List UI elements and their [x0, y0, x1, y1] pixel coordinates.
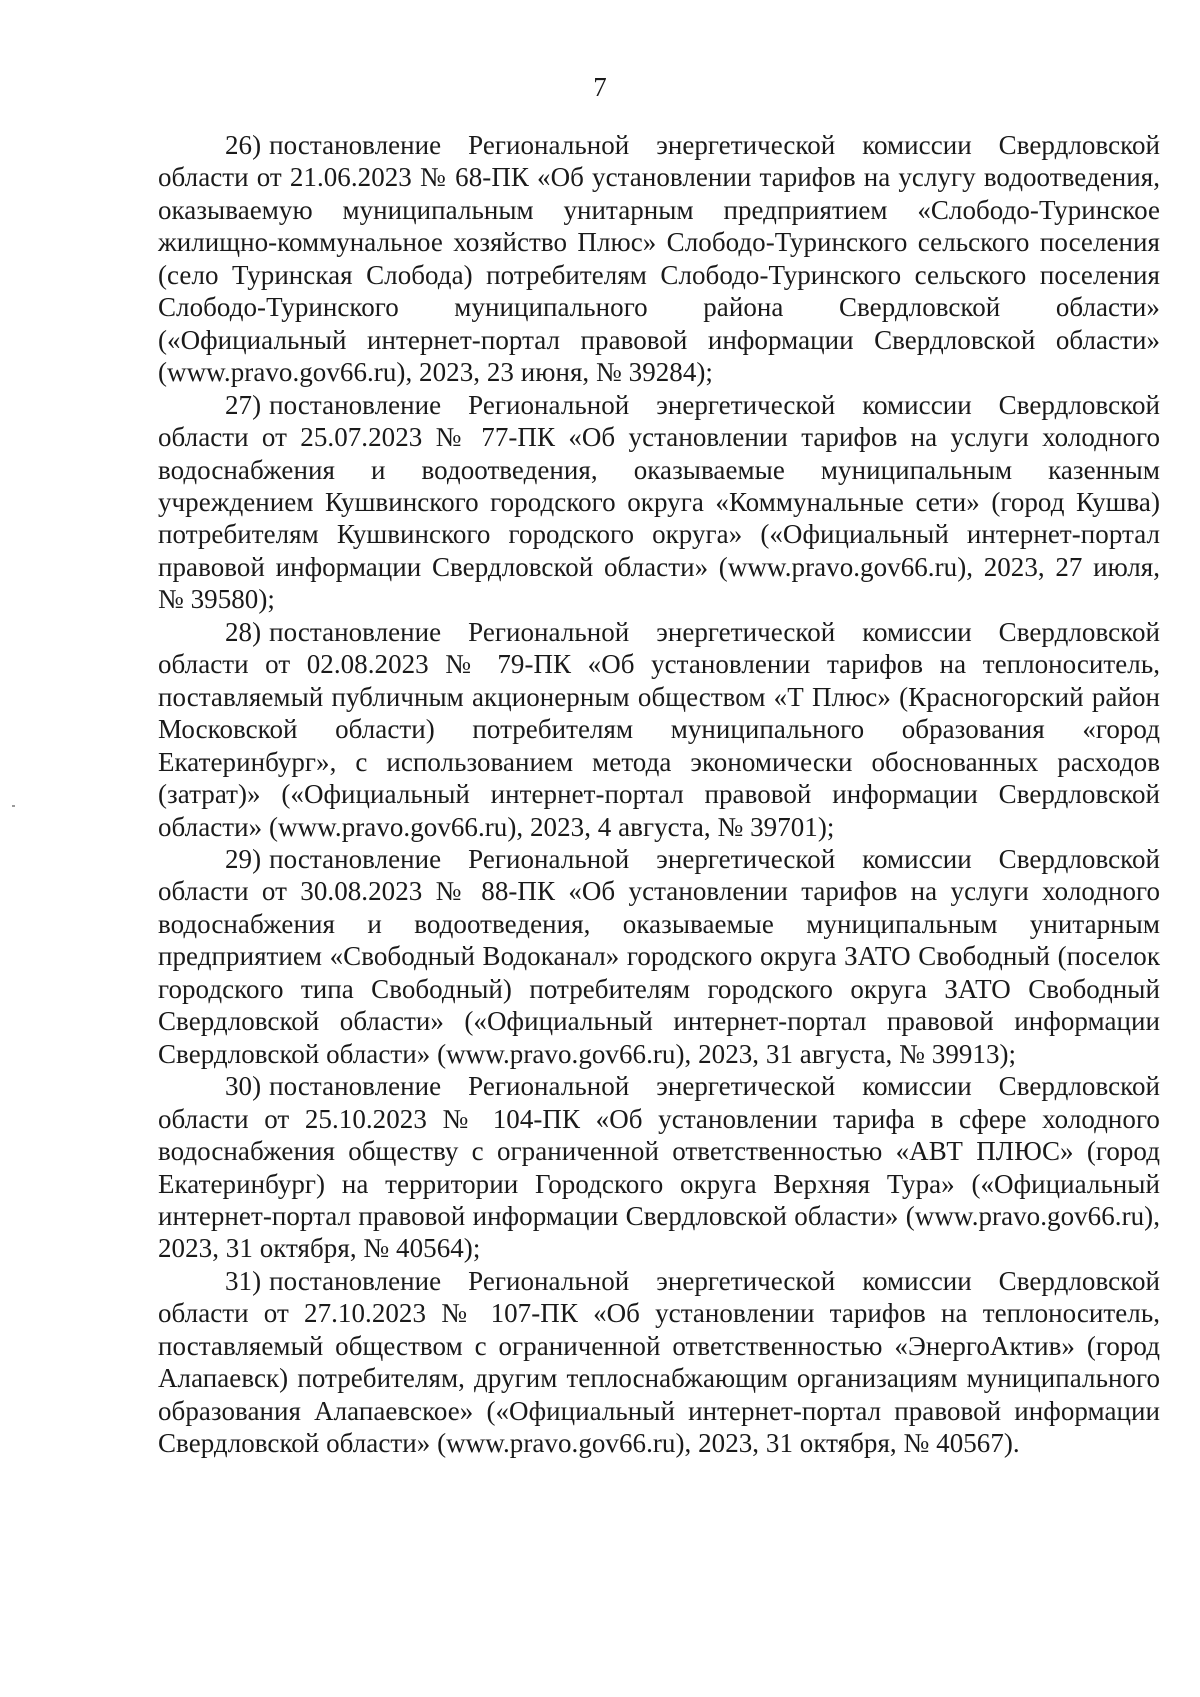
item-number: 27): [225, 389, 262, 420]
item-text: постановление Региональной энергетической комиссии Свердловской области от 25.10.2023 № 104-ПК «Об установлении тарифа в сфере холодного водоснабжения обществу с ограниченной ответственностью «АВТ ПЛЮС» (город Екатеринбург) на территории Городского округа Верхняя Тура» («Официальный интернет-портал правовой информации Свердловской области» (www.pravo.gov66.ru), 2023, 31 октября, № 40564);: [158, 1071, 1160, 1264]
list-item: [158, 616, 1160, 843]
item-number: 31): [225, 1265, 262, 1296]
item-number: 28): [225, 616, 262, 647]
item-number: 30): [225, 1071, 262, 1102]
list-item: [158, 1265, 1160, 1460]
item-number: 29): [225, 843, 262, 874]
list-item: [158, 129, 1160, 389]
list-item: [158, 843, 1160, 1070]
item-number: 26): [225, 130, 262, 160]
scan-speck: [12, 805, 15, 807]
page-number: 7: [593, 72, 607, 102]
item-text: постановление Региональной энергетической комиссии Свердловской области от 27.10.2023 № 107-ПК «Об установлении тарифов на теплоноситель, поставляемый обществом с ограниченной ответственностью «ЭнергоАктив» (город Алапаевск) потребителям, другим теплоснабжающим организациям муниципального образования Алапаевское» («Официальный интернет-портал правовой информации Свердловской области» (www.pravo.gov66.ru), 2023, 31 октября, № 40567).: [158, 1265, 1160, 1459]
document-body: [158, 129, 1160, 1460]
item-text: постановление Региональной энергетической комиссии Свердловской области от 25.07.2023 № 77-ПК «Об установлении тарифов на услуги холодного водоснабжения и водоотведения, оказываемые муниципальным казенным учреждением Кушвинского городского округа «Коммунальные сети» (город Кушва) потребителям Кушвинского городского округа» («Официальный интернет-портал правовой информации Свердловской области» (www.pravo.gov66.ru), 2023, 27 июля, № 39580);: [158, 389, 1160, 615]
list-item: [158, 1070, 1160, 1265]
list-item: [158, 389, 1160, 616]
item-text: постановление Региональной энергетической комиссии Свердловской области от 21.06.2023 № 68-ПК «Об установлении тарифов на услугу водоотведения, оказываемую муниципальным унитарным предприятием «Слободо-Туринское жилищно-коммунальное хозяйство Плюс» Слободо-Туринского сельского поселения (село Туринская Слобода) потребителям Слободо-Туринского сельского поселения Слободо-Туринского муниципального района Свердловской области» («Официальный интернет-портал правовой информации Свердловской области» (www.pravo.gov66.ru), 2023, 23 июня, № 39284);: [158, 130, 1160, 388]
item-text: постановление Региональной энергетической комиссии Свердловской области от 02.08.2023 № 79-ПК «Об установлении тарифов на теплоноситель, поставляемый публичным акционерным обществом «Т Плюс» (Красногорский район Московской области) потребителям муниципального образования «город Екатеринбург», с использованием метода экономически обоснованных расходов (затрат)» («Официальный интернет-портал правовой информации Свердловской области» (www.pravo.gov66.ru), 2023, 4 августа, № 39701);: [158, 616, 1160, 842]
item-text: постановление Региональной энергетической комиссии Свердловской области от 30.08.2023 № 88-ПК «Об установлении тарифов на услуги холодного водоснабжения и водоотведения, оказываемые муниципальным унитарным предприятием «Свободный Водоканал» городского округа ЗАТО Свободный (поселок городского типа Свободный) потребителям городского округа ЗАТО Свободный Свердловской области» («Официальный интернет-портал правовой информации Свердловской области» (www.pravo.gov66.ru), 2023, 31 августа, № 39913);: [158, 843, 1160, 1069]
